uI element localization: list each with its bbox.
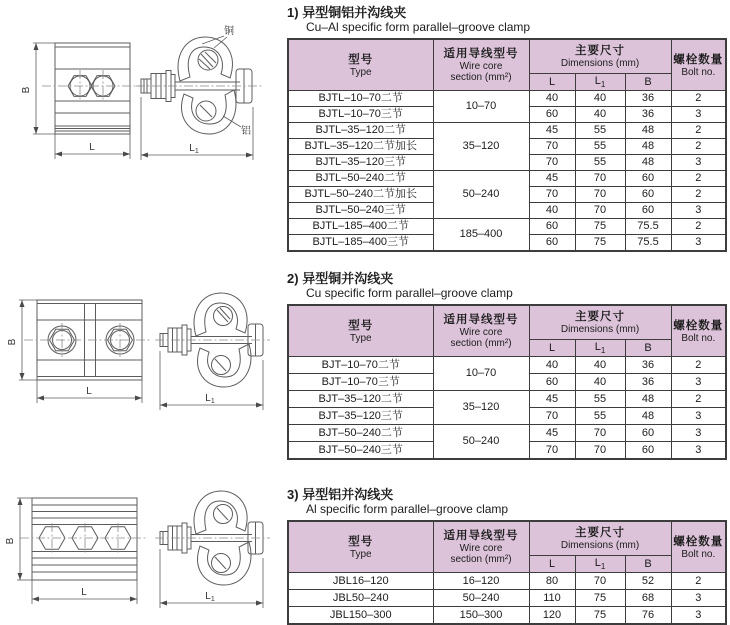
dimension-b-cell: 75.5	[625, 235, 671, 252]
bolt-count-cell: 2	[671, 357, 726, 374]
bolt-count-cell: 3	[671, 155, 726, 171]
type-cell: BJT–10–70三节	[288, 374, 433, 391]
table-row	[288, 219, 726, 235]
dimension-L	[32, 580, 137, 604]
spec-table-cu-al	[287, 38, 727, 252]
dimension-b-label: B	[21, 86, 32, 94]
section-number: 2)	[287, 271, 299, 286]
drawing-al-clamp	[0, 480, 285, 623]
dimension-l1-cell: 70	[575, 203, 625, 219]
dimension-B	[21, 43, 55, 134]
dimension-l-cell: 40	[529, 91, 575, 107]
copper-label: 铜	[224, 26, 234, 37]
table-row	[288, 357, 726, 374]
dimension-l-label: L	[86, 386, 92, 397]
dimension-L1	[160, 549, 263, 608]
dimension-l1-label: $L_1$	[205, 393, 215, 405]
dimension-l1-cell: 75	[575, 235, 625, 252]
col-header-b: B	[625, 556, 671, 573]
table-row	[288, 573, 726, 590]
dimension-l1-cell: 55	[575, 155, 625, 171]
type-cell: JBL150–300	[288, 607, 433, 625]
bolt-count-cell: 2	[671, 391, 726, 408]
dimension-b-cell: 48	[625, 391, 671, 408]
dimension-l-cell: 60	[529, 374, 575, 391]
dimension-l-cell: 110	[529, 590, 575, 607]
dimension-l-cell: 60	[529, 219, 575, 235]
dimension-b-cell: 48	[625, 123, 671, 139]
dimension-l1-cell: 55	[575, 123, 625, 139]
table-row	[288, 171, 726, 187]
dimension-l1-label: $L_1$	[189, 143, 199, 155]
section-title-zh: 异型铝并沟线夹	[302, 487, 394, 502]
dimension-l1-cell: 70	[575, 171, 625, 187]
wire-section-cell: 150–300	[433, 607, 529, 625]
dimension-l-cell: 120	[529, 607, 575, 625]
bolt-count-cell: 2	[671, 139, 726, 155]
bolt-count-cell: 3	[671, 203, 726, 219]
col-header-bolt: 螺栓数量 Bolt no.	[671, 521, 726, 573]
type-cell: BJTL–185–400三节	[288, 235, 433, 252]
wire-section-cell: 50–240	[433, 425, 529, 460]
dimension-l1-cell: 55	[575, 391, 625, 408]
col-header-wire: 适用导线型号 Wire core section (mm²)	[433, 305, 529, 357]
col-header-type: 型号 Type	[288, 39, 433, 91]
dimension-l-cell: 70	[529, 442, 575, 460]
drawing-cu-al-clamp	[0, 23, 285, 173]
dimension-b-cell: 52	[625, 573, 671, 590]
front-view	[7, 300, 152, 403]
bolt-count-cell: 2	[671, 123, 726, 139]
wire-section-cell: 16–120	[433, 573, 529, 590]
bolt-count-cell: 2	[671, 187, 726, 203]
dimension-l1-cell: 55	[575, 408, 625, 425]
type-cell: BJT–10–70二节	[288, 357, 433, 374]
dimension-b-cell: 60	[625, 442, 671, 460]
spec-table-al	[287, 520, 727, 625]
copper-annotation	[202, 24, 234, 48]
front-view	[5, 498, 148, 604]
dimension-b-cell: 36	[625, 357, 671, 374]
col-header-b: B	[625, 74, 671, 91]
section-subtitle: Al specific form parallel–groove clamp	[306, 502, 509, 516]
dimension-l-cell: 45	[529, 425, 575, 442]
type-cell: BJTL–185–400二节	[288, 219, 433, 235]
dimension-l-cell: 45	[529, 171, 575, 187]
type-cell: BJT–35–120三节	[288, 408, 433, 425]
type-cell: BJTL–50–240二节加长	[288, 187, 433, 203]
dimension-b-cell: 36	[625, 107, 671, 123]
col-header-dimensions: 主要尺寸 Dimensions (mm)	[529, 521, 671, 556]
wire-section-cell: 50–240	[433, 171, 529, 219]
col-header-dimensions: 主要尺寸 Dimensions (mm)	[529, 39, 671, 74]
col-header-b: B	[625, 340, 671, 357]
type-cell: JBL16–120	[288, 573, 433, 590]
col-header-l1: $L_1$	[575, 74, 625, 91]
dimension-B	[5, 498, 32, 580]
section-subtitle: Cu–Al specific form parallel–groove clamp	[306, 20, 531, 34]
drawing-cu-clamp	[0, 283, 285, 418]
top-jaw	[194, 491, 247, 534]
dimension-l-cell: 40	[529, 203, 575, 219]
dimension-l1-cell: 40	[575, 91, 625, 107]
dimension-b-cell: 48	[625, 155, 671, 171]
dimension-l1-cell: 70	[575, 442, 625, 460]
col-header-bolt: 螺栓数量 Bolt no.	[671, 305, 726, 357]
aluminum-label: 铝	[241, 126, 251, 137]
dimension-l1-cell: 75	[575, 607, 625, 625]
side-view	[155, 293, 270, 410]
table-row	[288, 91, 726, 107]
bottom-jaw	[198, 344, 251, 387]
dimension-l1-cell: 75	[575, 590, 625, 607]
dimension-l-cell: 70	[529, 187, 575, 203]
section-title	[287, 487, 728, 502]
col-header-dimensions: 主要尺寸 Dimensions (mm)	[529, 305, 671, 340]
section-subtitle: Cu specific form parallel–groove clamp	[306, 286, 513, 300]
section-number: 1)	[287, 5, 299, 20]
section-title	[287, 271, 728, 286]
dimension-l-cell: 70	[529, 408, 575, 425]
dimension-l1-cell: 70	[575, 425, 625, 442]
type-cell: BJTL–50–240二节	[288, 171, 433, 187]
dimension-L	[55, 134, 130, 159]
dimension-l1-cell: 70	[575, 573, 625, 590]
dimension-b-cell: 68	[625, 590, 671, 607]
type-cell: JBL50–240	[288, 590, 433, 607]
bottom-jaw	[182, 90, 236, 134]
dimension-l1-cell: 40	[575, 357, 625, 374]
col-header-wire: 适用导线型号 Wire core section (mm²)	[433, 521, 529, 573]
dimension-L1	[160, 351, 263, 410]
dimension-b-cell: 75.5	[625, 219, 671, 235]
bolt-count-cell: 3	[671, 590, 726, 607]
section-al	[287, 487, 728, 625]
bolt-count-cell: 3	[671, 374, 726, 391]
table-row	[288, 391, 726, 408]
dimension-l-cell: 80	[529, 573, 575, 590]
bolt-count-cell: 2	[671, 573, 726, 590]
col-header-l1: $L_1$	[575, 340, 625, 357]
table-row	[288, 607, 726, 625]
type-cell: BJTL–10–70二节	[288, 91, 433, 107]
dimension-b-label: B	[5, 537, 16, 545]
dimension-l1-cell: 70	[575, 187, 625, 203]
bolt-count-cell: 2	[671, 171, 726, 187]
type-cell: BJT–50–240三节	[288, 442, 433, 460]
table-row	[288, 425, 726, 442]
dimension-l-cell: 60	[529, 107, 575, 123]
top-jaw	[194, 293, 247, 336]
wire-section-cell: 185–400	[433, 219, 529, 252]
side-view	[155, 491, 270, 608]
type-cell: BJT–50–240二节	[288, 425, 433, 442]
type-cell: BJTL–35–120二节	[288, 123, 433, 139]
wire-section-cell: 35–120	[433, 391, 529, 425]
wire-section-cell: 10–70	[433, 91, 529, 123]
side-view	[136, 24, 262, 160]
top-jaw	[178, 37, 232, 81]
dimension-b-cell: 36	[625, 91, 671, 107]
section-title	[287, 5, 728, 20]
dimension-b-cell: 60	[625, 203, 671, 219]
dimension-l1-cell: 75	[575, 219, 625, 235]
section-title-zh: 异型铜铝并沟线夹	[302, 5, 407, 20]
col-header-bolt: 螺栓数量 Bolt no.	[671, 39, 726, 91]
dimension-l1-cell: 55	[575, 139, 625, 155]
dimension-l1-cell: 40	[575, 107, 625, 123]
type-cell: BJTL–35–120三节	[288, 155, 433, 171]
dimension-l1-label: $L_1$	[205, 591, 215, 603]
bolt-count-cell: 3	[671, 425, 726, 442]
dimension-l-label: L	[81, 587, 87, 598]
section-cu-al	[287, 5, 728, 252]
bolt-count-cell: 3	[671, 442, 726, 460]
dimension-b-cell: 36	[625, 374, 671, 391]
bolt-count-cell: 2	[671, 219, 726, 235]
dimension-b-label: B	[7, 338, 18, 346]
wire-section-cell: 50–240	[433, 590, 529, 607]
col-header-l: L	[529, 74, 575, 91]
bolt-count-cell: 2	[671, 91, 726, 107]
front-view	[21, 43, 142, 159]
dimension-l-cell: 45	[529, 391, 575, 408]
col-header-l: L	[529, 556, 575, 573]
col-header-l: L	[529, 340, 575, 357]
section-cu	[287, 271, 728, 460]
dimension-l-cell: 60	[529, 235, 575, 252]
wire-section-cell: 10–70	[433, 357, 529, 391]
dimension-L	[37, 380, 142, 403]
section-number: 3)	[287, 487, 299, 502]
dimension-b-cell: 76	[625, 607, 671, 625]
dimension-b-cell: 60	[625, 187, 671, 203]
type-cell: BJTL–10–70三节	[288, 107, 433, 123]
dimension-b-cell: 48	[625, 408, 671, 425]
bolt-count-cell: 3	[671, 235, 726, 252]
wire-section-cell: 35–120	[433, 123, 529, 171]
col-header-type: 型号 Type	[288, 305, 433, 357]
dimension-l-cell: 40	[529, 357, 575, 374]
bolt-count-cell: 3	[671, 107, 726, 123]
dimension-l-cell: 45	[529, 123, 575, 139]
dimension-b-cell: 48	[625, 139, 671, 155]
dimension-l1-cell: 40	[575, 374, 625, 391]
dimension-b-cell: 60	[625, 171, 671, 187]
bottom-jaw	[198, 542, 251, 585]
dimension-b-cell: 60	[625, 425, 671, 442]
dimension-l-label: L	[89, 142, 95, 153]
dimension-l-cell: 70	[529, 139, 575, 155]
type-cell: BJT–35–120二节	[288, 391, 433, 408]
type-cell: BJTL–50–240三节	[288, 203, 433, 219]
type-cell: BJTL–35–120二节加长	[288, 139, 433, 155]
bolt-count-cell: 3	[671, 408, 726, 425]
bolt-count-cell: 3	[671, 607, 726, 625]
col-header-type: 型号 Type	[288, 521, 433, 573]
section-title-zh: 异型铜并沟线夹	[302, 271, 394, 286]
table-row	[288, 590, 726, 607]
col-header-wire: 适用导线型号 Wire core section (mm²)	[433, 39, 529, 91]
dimension-l-cell: 70	[529, 155, 575, 171]
table-row	[288, 123, 726, 139]
col-header-l1: $L_1$	[575, 556, 625, 573]
spec-table-cu	[287, 304, 727, 460]
